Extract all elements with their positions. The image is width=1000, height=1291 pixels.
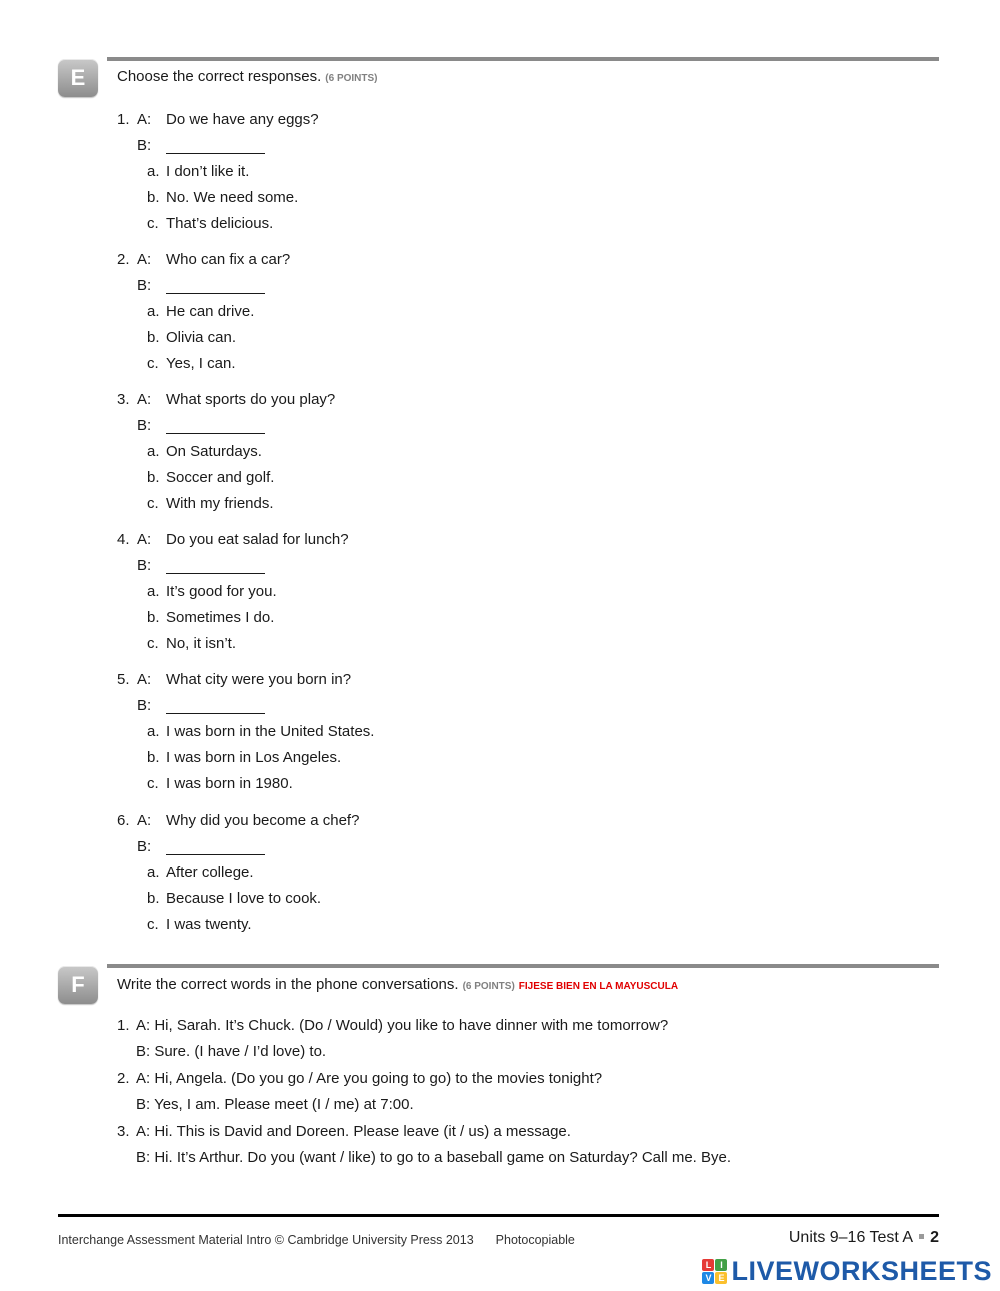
option-text: Yes, I can. [166,355,236,372]
answer-option[interactable] [117,468,717,494]
footer-separator [919,1234,924,1239]
answer-option[interactable] [117,582,717,608]
answer-option[interactable] [117,328,717,354]
conversation-b: B: Hi. It’s Arthur. Do you (want / like) to go to a baseball game on Saturday? Call me. Bye. [136,1148,732,1166]
conversation-a: A: Hi. This is David and Doreen. Please leave (it / us) a message. [136,1122,571,1140]
answer-blank[interactable] [166,276,265,294]
option-text: I was born in the United States. [166,723,375,740]
liveworksheets-logo [702,1256,992,1287]
question-number: 4. [117,531,130,548]
answer-option[interactable] [117,494,717,520]
conversation-b: B: Sure. (I have / I’d love) to. [136,1043,327,1061]
answer-line [117,416,717,442]
conversation-number: 2. [117,1069,130,1087]
answer-option[interactable] [117,722,717,748]
option-text: Because I love to cook. [166,890,322,907]
conversation-line [117,1016,917,1042]
conversation-line [117,1148,917,1174]
section-f-badge: F [58,966,98,1004]
option-letter: b. [147,609,160,626]
footer-photocopiable: Photocopiable [495,1233,575,1247]
section-f-conversations [117,1016,917,1174]
conversation-number: 3. [117,1122,130,1140]
conversation-a: A: Hi, Angela. (Do you go / Are you going to go) to the movies tonight? [136,1069,603,1087]
speaker-b-label: B: [137,838,152,855]
speaker-b-label: B: [137,557,152,574]
answer-option[interactable] [117,748,717,774]
answer-option[interactable] [117,302,717,328]
answer-option[interactable] [117,889,717,915]
footer-right [789,1229,939,1247]
speaker-a-label: A: [137,671,152,688]
option-text: It’s good for you. [166,583,277,600]
footer-copyright: Interchange Assessment Material Intro © Cambridge University Press 2013 [58,1233,474,1247]
option-text: After college. [166,864,254,881]
speaker-a-label: A: [137,391,152,408]
footer-units: Units 9–16 Test A [788,1229,914,1246]
answer-blank[interactable] [166,556,265,574]
question-block [117,110,717,240]
option-text: That’s delicious. [166,215,274,232]
question-block [117,390,717,520]
option-letter: b. [147,469,160,486]
section-f-rule [107,964,939,968]
section-e-instruction [117,68,378,85]
speaker-a-label: A: [137,812,152,829]
section-f-points: (6 POINTS) [462,981,515,992]
answer-option[interactable] [117,608,717,634]
option-letter: a. [147,443,160,460]
question-number: 5. [117,671,130,688]
option-letter: a. [147,303,160,320]
option-text: I was twenty. [166,916,252,933]
liveworksheets-text: LIVEWORKSHEETS [731,1256,992,1286]
answer-option[interactable] [117,774,717,800]
footer-left [58,1233,575,1247]
answer-blank[interactable] [166,696,265,714]
option-letter: c. [147,635,159,652]
answer-line [117,837,717,863]
option-letter: b. [147,329,160,346]
conversation-line [117,1069,917,1095]
answer-line [117,556,717,582]
speaker-b-label: B: [137,277,152,294]
answer-option[interactable] [117,442,717,468]
answer-option[interactable] [117,214,717,240]
question-line [117,390,717,416]
logo-tile: V [702,1272,714,1284]
option-letter: b. [147,749,160,766]
option-text: Soccer and golf. [166,469,275,486]
question-text: Do we have any eggs? [166,111,319,128]
question-line [117,670,717,696]
section-e-instruction-text: Choose the correct responses. [117,68,322,85]
answer-option[interactable] [117,634,717,660]
footer-rule [58,1214,939,1217]
answer-option[interactable] [117,354,717,380]
speaker-a-label: A: [137,111,152,128]
option-text: I don’t like it. [166,163,250,180]
question-line [117,110,717,136]
option-text: He can drive. [166,303,255,320]
option-letter: a. [147,723,160,740]
conversation-line [117,1122,917,1148]
option-letter: c. [147,355,159,372]
answer-line [117,696,717,722]
conversation-line [117,1042,917,1068]
question-block [117,530,717,660]
answer-option[interactable] [117,863,717,889]
section-e-points: (6 POINTS) [325,73,378,84]
option-text: Sometimes I do. [166,609,275,626]
option-letter: c. [147,916,159,933]
question-line [117,250,717,276]
option-text: On Saturdays. [166,443,262,460]
answer-line [117,276,717,302]
question-number: 6. [117,812,130,829]
conversation-b: B: Yes, I am. Please meet (I / me) at 7:00. [136,1096,414,1114]
answer-blank[interactable] [166,837,265,855]
question-line [117,530,717,556]
option-letter: b. [147,890,160,907]
speaker-b-label: B: [137,417,152,434]
speaker-a-label: A: [137,251,152,268]
question-block [117,250,717,380]
question-text: Who can fix a car? [166,251,291,268]
logo-tile: L [702,1259,714,1271]
speaker-b-label: B: [137,697,152,714]
option-text: I was born in 1980. [166,775,293,792]
question-block [117,811,717,941]
conversation-number: 1. [117,1017,130,1034]
answer-option[interactable] [117,162,717,188]
option-letter: c. [147,215,159,232]
question-block [117,670,717,800]
answer-line [117,136,717,162]
option-text: No, it isn’t. [166,635,237,652]
question-text: Do you eat salad for lunch? [166,531,349,548]
question-number: 2. [117,251,130,268]
conversation-line [117,1095,917,1121]
liveworksheets-tiles-icon [702,1259,727,1284]
section-f-note: FIJESE BIEN EN LA MAYUSCULA [518,981,679,992]
option-text: With my friends. [166,495,274,512]
logo-tile: I [715,1259,727,1271]
option-letter: a. [147,163,160,180]
option-letter: c. [147,775,159,792]
option-text: No. We need some. [166,189,299,206]
option-letter: c. [147,495,159,512]
question-text: What sports do you play? [166,391,336,408]
question-number: 1. [117,111,130,128]
question-number: 3. [117,391,130,408]
answer-blank[interactable] [166,136,265,154]
answer-option[interactable] [117,188,717,214]
question-text: What city were you born in? [166,671,352,688]
section-f-instruction [117,976,678,993]
speaker-b-label: B: [137,137,152,154]
section-e-badge: E [58,59,98,97]
section-e-rule [107,57,939,61]
answer-option[interactable] [117,915,717,941]
question-line [117,811,717,837]
option-letter: b. [147,189,160,206]
option-letter: a. [147,583,160,600]
option-text: Olivia can. [166,329,237,346]
speaker-a-label: A: [137,531,152,548]
option-letter: a. [147,864,160,881]
logo-tile: E [715,1272,727,1284]
question-text: Why did you become a chef? [166,812,360,829]
conversation-a: A: Hi, Sarah. It’s Chuck. (Do / Would) you like to have dinner with me tomorrow? [136,1017,669,1034]
option-text: I was born in Los Angeles. [166,749,342,766]
answer-blank[interactable] [166,416,265,434]
page-number: 2 [930,1229,939,1246]
section-f-instruction-text: Write the correct words in the phone conversations. [117,976,459,993]
